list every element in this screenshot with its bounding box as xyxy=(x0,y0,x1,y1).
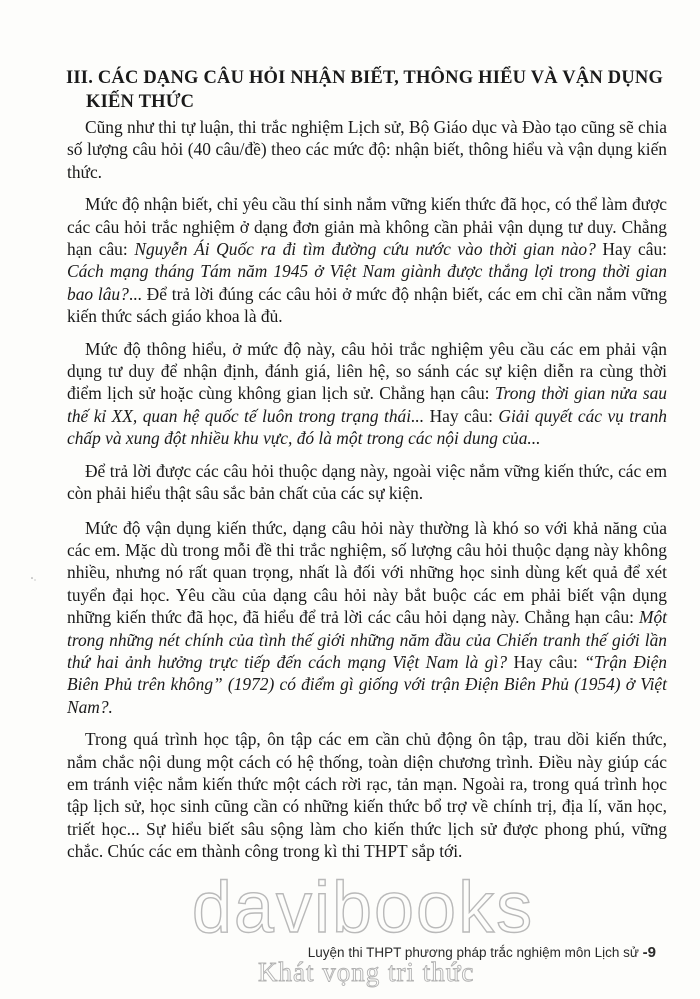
paragraph-study-advice: Trong quá trình học tập, ôn tập các em cần chủ động ôn tập, trau dồi kiến thức, nắm chắc nội dung một cách có hệ thống, toàn diện chương trình. Điều này giúp các em tránh việc nắm kiến thức một cách rời rạc, tản mạn. Ngoài ra, trong quá trình học tập lịch sử, học sinh cũng cần có những kiến thức bổ trợ về chính trị, địa lí, văn học, triết học... Sự hiểu biết sâu sộng làm cho kiến thức lịch sử được phong phú, vững chắc. Chúc các em thành công trong kì thi THPT sắp tới. xyxy=(67,729,667,862)
paragraph-text: Mức độ vận dụng kiến thức, dạng câu hỏi này thường là khó so với khả năng của các em. Mặc dù trong mỗi đề thi trắc nghiệm, số lượng câu hỏi thuộc dạng này không nhiều, nhưng nó rất quan trọng, nhất là đối với những học sinh dùng kết quả để xét tuyển đại học. Yêu cầu của dạng câu hỏi này bắt buộc các em phải biết vận dụng những kiến thức đã học, đã hiểu để trả lời các câu hỏi dạng này. Chẳng hạn câu: xyxy=(67,517,667,628)
running-title: Luyện thi THPT phương pháp trắc nghiệm môn Lịch sử xyxy=(307,945,639,960)
paragraph-comprehension-level xyxy=(67,338,667,450)
example-question: Nguyễn Ái Quốc ra đi tìm đường cứu nước vào thời gian nào? xyxy=(134,239,596,260)
davibooks-watermark: davibooks xyxy=(191,868,535,948)
paragraph-application-level xyxy=(67,517,667,719)
example-question: Cách mạng tháng Tám năm 1945 ở Việt Nam giành được thắng lợi trong thời gian bao lâu? xyxy=(67,261,667,304)
example-question: Giải quyết các vụ tranh chấp và xung đột nhiều khu vực, đó là một trong các nội dung của... xyxy=(67,405,667,449)
paragraph-text: Hay câu: xyxy=(424,405,499,426)
paragraph-recognition-level xyxy=(67,193,667,327)
paragraph-text: Mức độ thông hiểu, ở mức độ này, câu hỏi trắc nghiệm yêu cầu các em phải vận dụng tư duy để nhận định, đánh giá, liên hệ, so sánh các sự kiện diễn ra cùng thời điểm lịch sử hoặc cùng không gian lịch sử. Chẳng hạn câu: xyxy=(67,338,667,404)
scan-speck xyxy=(30,575,38,583)
section-heading-line2: KIẾN THỨC xyxy=(86,92,195,112)
example-question: Một trong những nét chính của tình thế giới những năm đầu của Chiến tranh thế giới lần thứ hai ảnh hưởng trực tiếp đến cách mạng Việt Nam là gì? xyxy=(67,607,667,672)
paragraph-text: Hay câu: xyxy=(595,239,667,260)
watermark-tagline: Khát vọng tri thức xyxy=(258,957,475,987)
page-number: -9 xyxy=(642,944,656,961)
paragraph-text: ... Để trả lời đúng các câu hỏi ở mức độ nhận biết, các em chỉ cần nắm vững kiến thức sách giáo khoa là đủ. xyxy=(67,283,668,327)
paragraph-text: Hay câu: xyxy=(507,651,585,672)
section-heading xyxy=(66,66,666,114)
section-heading-line1: III. CÁC DẠNG CÂU HỎI NHẬN BIẾT, THÔNG HIỂU VÀ VẬN DỤNG xyxy=(66,68,664,88)
paragraph-text: Mức độ nhận biết, chỉ yêu cầu thí sinh nắm vững kiến thức đã học, có thể làm được các câu hỏi trắc nghiệm ở dạng đơn giản mà không cần phải vận dụng tư duy. Chẳng hạn câu: xyxy=(67,194,667,260)
body-text xyxy=(67,116,667,873)
paragraph-comprehension-note: Để trả lời được các câu hỏi thuộc dạng này, ngoài việc nắm vững kiến thức, các em còn phải hiểu thật sâu sắc bản chất của các sự kiện. xyxy=(67,460,667,504)
paragraph-overview: Cũng như thi tự luận, thi trắc nghiệm Lịch sử, Bộ Giáo dục và Đào tạo cũng sẽ chia số lượng câu hỏi (40 câu/đề) theo các mức độ: nhận biết, thông hiểu và vận dụng kiến thức. xyxy=(67,117,667,182)
example-question: “Trận Điện Biên Phủ trên không” (1972) có điểm gì giống với trận Điện Biên Phủ (1954) ở Việt Nam?. xyxy=(67,651,668,717)
example-question: Trong thời gian nửa sau thế kỉ XX, quan hệ quốc tế luôn trong trạng thái... xyxy=(67,383,667,426)
